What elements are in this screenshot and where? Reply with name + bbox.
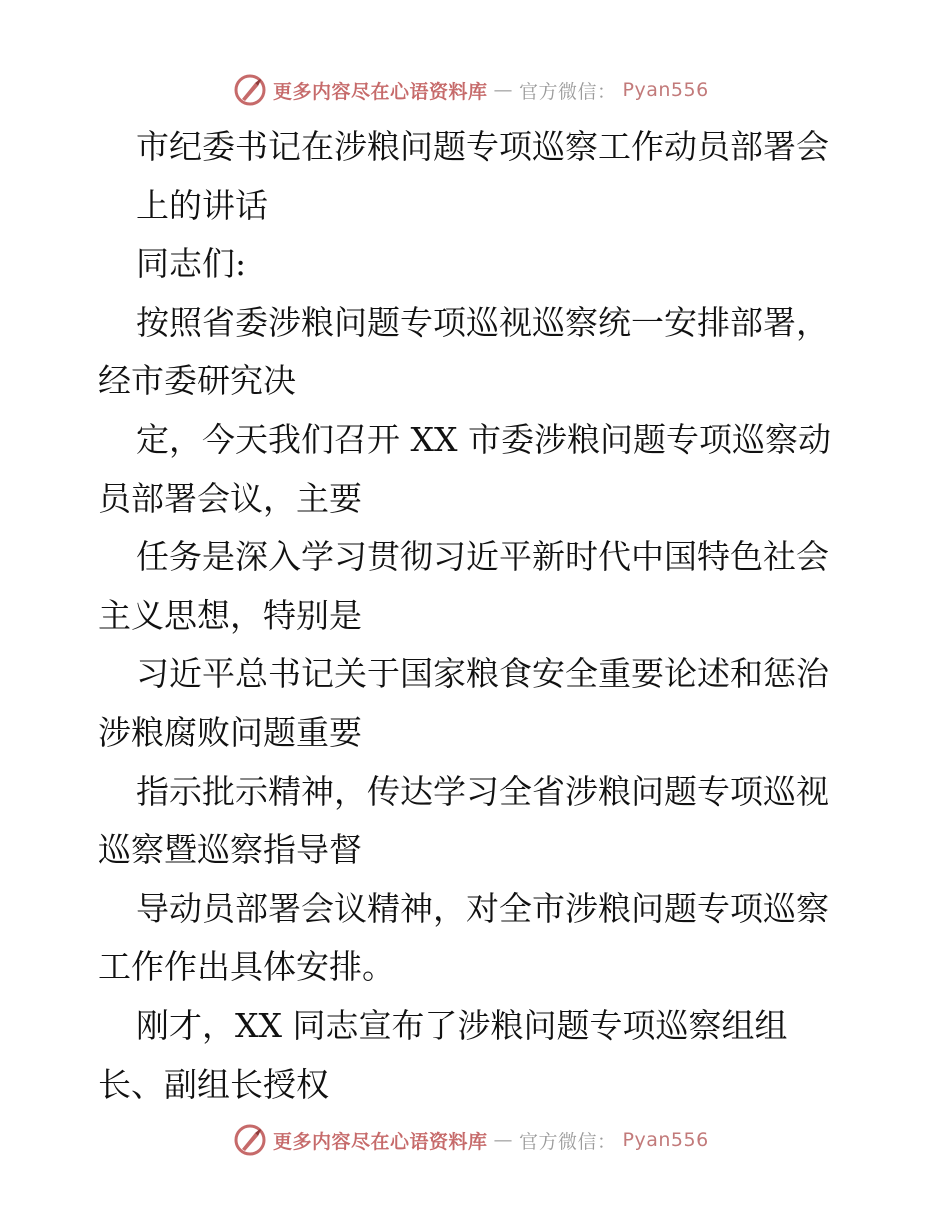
paragraph-line: 刚才，XX 同志宣布了涉粮问题专项巡察组组: [136, 1005, 788, 1045]
watermark-wechat-id: Pyan556: [622, 1129, 709, 1151]
document-body: [98, 118, 858, 1114]
watermark-header: [233, 73, 709, 107]
quill-logo-icon: [233, 73, 267, 107]
watermark-label: 官方微信：: [519, 1130, 617, 1153]
paragraph-line: 涉粮腐败问题重要: [98, 712, 362, 752]
speech-title-line-2: 上的讲话: [136, 185, 268, 225]
watermark-wechat-id: Pyan556: [622, 79, 709, 101]
watermark-brand: 更多内容尽在心语资料库: [273, 80, 488, 103]
salutation: 同志们:: [136, 244, 247, 284]
paragraph-line: 习近平总书记关于国家粮食安全重要论述和惩治: [136, 654, 829, 694]
watermark-brand: 更多内容尽在心语资料库: [273, 1130, 488, 1153]
paragraph-line: 定，今天我们召开 XX 市委涉粮问题专项巡察动: [136, 419, 831, 459]
paragraph-line: 按照省委涉粮问题专项巡视巡察统一安排部署，: [136, 302, 829, 342]
paragraph-line: 指示批示精神，传达学习全省涉粮问题专项巡视: [136, 771, 829, 811]
speech-title-line-1: 市纪委书记在涉粮问题专项巡察工作动员部署会: [136, 127, 829, 166]
paragraph-line: 主义思想，特别是: [98, 595, 362, 635]
paragraph-line: 任务是深入学习贯彻习近平新时代中国特色社会: [136, 537, 829, 577]
watermark-label: 官方微信：: [519, 80, 617, 103]
watermark-dash: —: [493, 79, 514, 101]
paragraph-line: 工作作出具体安排。: [98, 947, 395, 987]
watermark-dash: —: [493, 1129, 514, 1151]
paragraph-line: 经市委研究决: [98, 361, 296, 401]
watermark-footer: [233, 1123, 709, 1157]
paragraph-line: 导动员部署会议精神，对全市涉粮问题专项巡察: [136, 888, 829, 928]
paragraph-line: 长、副组长授权: [98, 1064, 329, 1104]
quill-logo-icon: [233, 1123, 267, 1157]
paragraph-line: 员部署会议，主要: [98, 478, 362, 518]
paragraph-line: 巡察暨巡察指导督: [98, 830, 362, 870]
